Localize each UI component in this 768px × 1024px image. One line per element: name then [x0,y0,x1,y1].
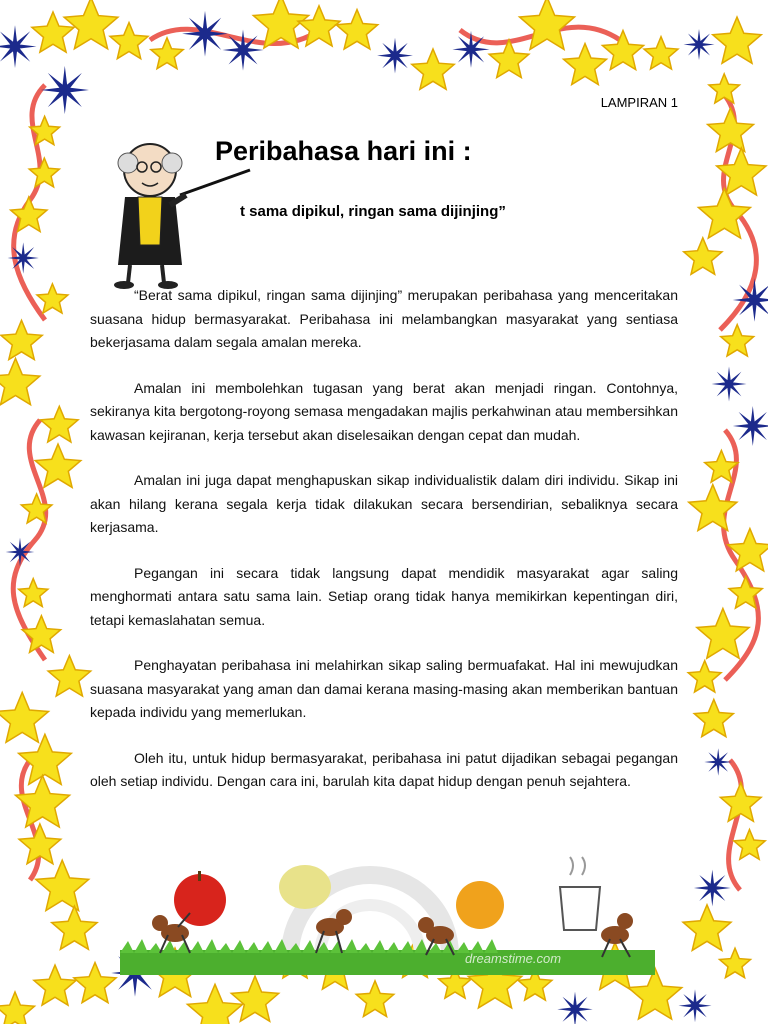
blue-star-icon [733,406,768,446]
blue-star-icon [694,870,731,907]
paragraph-4: Pegangan ini secara tidak langsung dapat mendidik masyarakat agar saling menghormati antara satu sama lain. Setiap orang tidak hanya memikirkan kepentingan diri, tetapi kemaslahatan semua. [90,564,678,628]
yellow-star-icon [22,616,61,653]
yellow-star-icon [1,320,42,359]
yellow-star-icon [412,49,454,89]
yellow-star-icon [29,158,59,187]
yellow-star-icon [0,692,49,742]
blue-star-icon [0,25,37,68]
yellow-star-icon [36,860,89,910]
blue-star-icon [41,66,89,114]
yellow-star-icon [721,325,754,356]
yellow-star-icon [628,968,682,1019]
blue-star-icon [452,31,489,68]
blue-star-icon [684,29,715,60]
blue-star-icon [182,11,228,57]
ants-carrying-fruit-illustration [120,835,655,975]
yellow-star-icon [74,963,116,1003]
blue-star-icon [377,38,413,74]
blue-star-icon [704,748,732,776]
yellow-star-icon [356,981,394,1017]
yellow-star-icon [48,656,91,697]
yellow-star-icon [37,284,68,313]
yellow-star-icon [489,40,529,78]
yellow-star-icon [52,906,97,949]
yellow-star-icon [683,905,731,951]
yellow-star-icon [520,0,575,49]
blue-star-icon [712,367,747,402]
yellow-star-icon [19,734,72,784]
appendix-label: LAMPIRAN 1 [600,95,678,110]
proverb-subtitle: t sama dipikul, ringan sama dijinjing” [240,203,506,220]
yellow-star-icon [644,37,678,69]
yellow-star-icon [734,830,765,860]
yellow-star-icon [697,609,749,659]
paragraph-1: “Berat sama dipikul, ringan sama dijinjing” merupakan peribahasa yang menceritakan suasana hidup bermasyarakat. Peribahasa ini melambangkan masyarakat yang sentiasa bekerjasama dalam segala amalan mereka. [90,287,678,350]
article-body [90,284,678,816]
paragraph-5: Penghayatan peribahasa ini melahirkan sikap saling bermuafakat. Hal ini mewujudkan suasana masyarakat yang aman dan damai kerana masing-masing akan memberikan bantuan kepada individu yang memerlukan. [90,657,678,720]
blue-star-icon [8,242,39,273]
yellow-star-icon [720,948,751,978]
yellow-star-icon [694,699,733,736]
yellow-star-icon [713,17,762,63]
paragraph-6: Oleh itu, untuk hidup bermasyarakat, peribahasa ini patut dijadikan sebagai pegangan oleh setiap individu. Dengan cara ini, barulah kita dapat hidup dengan penuh sejahtera. [90,749,678,789]
yellow-star-icon [35,444,81,487]
yellow-star-icon [336,10,378,50]
yellow-star-icon [41,406,79,442]
yellow-star-icon [564,44,607,85]
yellow-star-icon [187,984,242,1024]
paragraph-3: Amalan ini juga dapat menghapuskan sikap individualistik dalam diri individu. Sikap ini akan hilang kerana segala kerja tidak dilakukan secara bersendirian, sebaliknya secara kerjasama. [90,472,678,535]
yellow-star-icon [688,661,721,692]
blue-star-icon [557,992,592,1024]
yellow-star-icon [720,783,761,822]
yellow-star-icon [110,23,148,59]
yellow-star-icon [684,238,722,274]
blue-star-icon [6,538,35,567]
yellow-star-icon [151,38,183,69]
yellow-star-icon [64,0,118,49]
blue-star-icon [223,30,264,71]
watermark-text: dreamstime.com [465,951,562,966]
yellow-star-icon [0,358,40,404]
yellow-star-icon [728,529,768,571]
yellow-star-icon [698,189,750,239]
yellow-star-icon [0,992,35,1024]
yellow-star-icon [19,579,48,607]
blue-star-icon [679,989,712,1022]
yellow-star-icon [34,965,76,1005]
page-title: Peribahasa hari ini : [215,136,472,166]
paragraph-2: Amalan ini membolehkan tugasan yang berat akan menjadi ringan. Contohnya, sekiranya kita bergotong-royong semasa mengadakan majlis perkahwinan atau membersihkan kawasan kejiranan, kerja tersebut akan diselesaikan dengan cepat dan mudah. [90,379,678,443]
ant-carrying-cup [560,857,633,957]
yellow-star-icon [231,976,278,1021]
ant-carrying-apple [152,871,226,953]
